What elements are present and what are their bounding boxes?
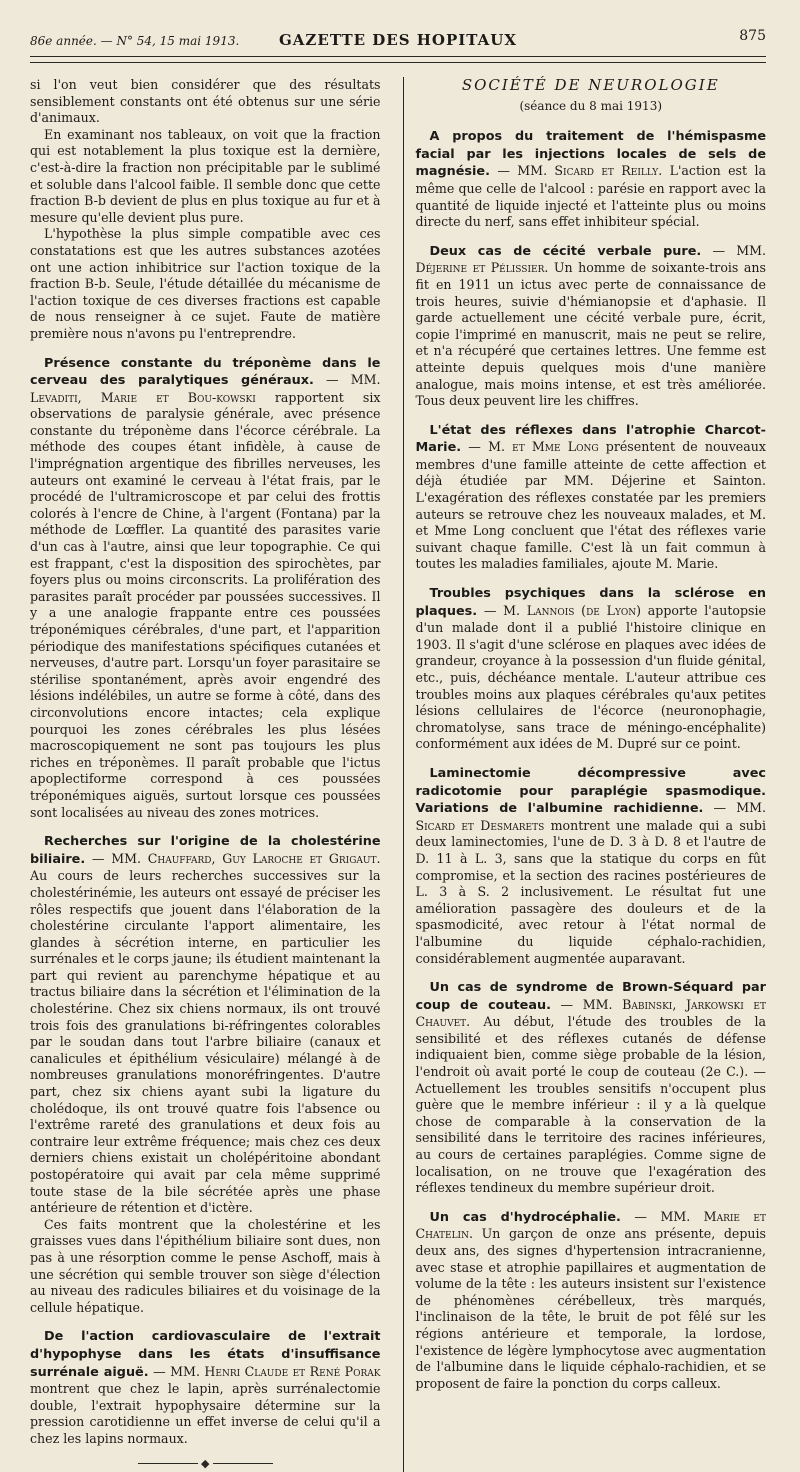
article-hypophyse: De l'action cardiovasculaire de l'extrait d'hypophyse dans les états d'insuffisance surrénale aiguë. — MM. Henri Claude et René Porak montrent que chez le lapin, après surrénalectomie double, l'extrait hypophysaire détermine sur la pression carotidienne un effet inverse de celui qu'il a chez les lapins normaux.	[30, 1328, 381, 1447]
right-column	[416, 77, 767, 1472]
paragraph: En examinant nos tableaux, on voit que la fraction qui est notablement la plus toxique est la dernière, c'est-à-dire la fraction non précipitable par le sublimé et soluble dans l'alcool faible. Il semble donc que cette fraction B-b devient de plus en plus toxique au fur et à mesure qu'elle devient plus pure.	[30, 127, 381, 227]
society-heading: SOCIÉTÉ DE NEUROLOGIE	[416, 77, 767, 94]
session-date: (séance du 8 mai 1913)	[416, 98, 767, 115]
article-cecite: Deux cas de cécité verbale pure. — MM. Déjerine et Pélissier. Un homme de soixante-trois ans fit en 1911 un ictus avec perte de connaissance de trois heures, suivie d'hémianopsie et d'aphasie. Il garde actuellement une cécité verbale pure, écrit, copie l'imprimé en manuscrit, mais ne peut se relire, et n'a récupéré que certaines lettres. Une femme est atteinte depuis quelques mois d'une manière analogue, mais moins intense, et est très améliorée. Tous deux peuvent lire les chiffres.	[416, 243, 767, 410]
article-title: Présence constante du tréponème dans le cerveau des paralytiques généraux.	[30, 356, 381, 389]
article-title: Deux cas de cécité verbale pure.	[430, 244, 702, 259]
two-column-body	[30, 77, 766, 1472]
article-text: montrent une malade qui a subi deux laminectomies, l'une de D. 3 à D. 8 et l'autre de D. 11 à L. 3, sans que la statique du corps en fût compromise, et la section des racines postérieures de L. 3 à S. 2 inclusivement. Le résultat fut une amélioration passagère des douleurs et de la spasmodicité, avec retour à l'état normal de l'albumine du liquide céphalo-rachidien, considérablement augmentée auparavant.	[416, 818, 767, 966]
issue-line: 86e année. — N° 54, 15 mai 1913.	[30, 34, 239, 48]
paragraph: Ces faits montrent que la cholestérine et les graisses vues dans l'épithélium biliaire sont dues, non pas à une résorption comme le pense Aschoff, mais à une sécrétion qui semble trouver son siège d'élection au niveau des radicules biliaires et du voisinage de la cellule hépatique.	[30, 1217, 381, 1317]
article-authors: M. Lannois (de Lyon)	[503, 603, 641, 618]
article-authors: MM. Sicard et Reilly.	[517, 163, 662, 178]
article-title: Recherches sur l'origine de la cholestérine biliaire.	[30, 834, 381, 867]
left-column	[30, 77, 391, 1472]
article-title: Troubles psychiques dans la sclérose en plaques.	[416, 586, 767, 619]
paragraph: L'hypothèse la plus simple compatible avec ces constatations est que les autres substances azotées ont une action inhibitrice sur l'action toxique de la fraction B-b. Seule, l'étude détaillée du mécanisme de l'action toxique de ces diverses fractions est capable de nous renseigner à ce sujet. Faute de matière première nous n'avons pu l'entreprendre.	[30, 226, 381, 342]
article-text: L'action est la même que celle de l'alcool : parésie en rapport avec la quantité de liquide injecté et l'atteinte plus ou moins directe du nerf, sans effet inhibiteur spécial.	[416, 163, 767, 229]
article-authors: MM. Babinski, Jarkowski et Chauvet.	[416, 997, 766, 1030]
column-divider	[403, 77, 404, 1472]
article-reflexes: L'état des réflexes dans l'atrophie Charcot-Marie. — M. et Mme Long présentent de nouveaux membres d'une famille atteinte de cette affection et déjà étudiée par MM. Déjerine et Sainton. L'exagération des réflexes constatée par les premiers auteurs se retrouve chez les nouveaux malades, et M. et Mme Long concluent que l'état des réflexes varie suivant chaque famille. C'est là un fait commun à toutes les maladies familiales, ajoute M. Marie.	[416, 422, 767, 573]
article-text: Un garçon de onze ans présente, depuis deux ans, des signes d'hypertension intracranienne, avec stase et atrophie papillaires et augmentation de volume de la tête : les auteurs insistent sur l'existence de phénomènes cérébelleux, très marqués, l'inclinaison de la tête, le bruit de pot fêlé sur les régions antérieure et temporale, la lordose, l'existence de légère lymphocytose avec augmentation de l'albumine dans le liquide céphalo-rachidien, et se proposent de faire la ponction du corps calleux.	[416, 1226, 767, 1390]
article-authors: MM. Henri Claude et René Porak	[170, 1364, 380, 1379]
article-sclerose: Troubles psychiques dans la sclérose en plaques. — M. Lannois (de Lyon) apporte l'autopsie d'un malade dont il a publié l'histoire clinique en 1903. Il s'agit d'une sclérose en plaques avec idées de grandeur, croyance à la possession d'un fluide génital, etc., puis, déchéance mentale. L'auteur attribue ces troubles moins aux plaques cérébrales qu'aux petites lésions cellulaires de l'écorce (neuronophagie, chromatolyse, sans trace de méningo-encéphalite) conformément aux idées de M. Dupré sur ce point.	[416, 585, 767, 753]
article-title: Un cas d'hydrocéphalie.	[430, 1210, 621, 1225]
article-text: présentent de nouveaux membres d'une famille atteinte de cette affection et déjà étudiée par MM. Déjerine et Sainton. L'exagération des réflexes constatée par les premiers auteurs se retrouve chez les nouveaux malades, et M. et Mme Long concluent que l'état des réflexes varie suivant chaque famille. C'est là un fait commun à toutes les maladies familiales, ajoute M. Marie.	[416, 439, 767, 571]
article-authors: MM. Sicard et Desmarets	[416, 800, 766, 833]
article-authors: M. et Mme Long	[488, 439, 599, 454]
article-cholesterine: Recherches sur l'origine de la cholestérine biliaire. — MM. Chauffard, Guy Laroche et Grigaut. Au cours de leurs recherches successives sur la cholestérinémie, les auteurs ont essayé de préciser les rôles respectifs que jouent dans l'élaboration de la cholestérine circulante l'apport alimentaire, les glandes à sécrétion interne, en particulier les surrénales et le corps jaune; ils étudient maintenant la part qui revient au parenchyme hépatique et au tractus biliaire dans la sécrétion et l'élimination de la cholestérine. Chez six chiens normaux, ils ont trouvé trois fois des granulations bi-réfringentes colorables par le soudan dans tout l'arbre biliaire (canaux et canalicules et épithélium vésiculaire) mélangé à de nombreuses granulations monoréfringentes. D'autre part, chez six chiens ayant subi la ligature du cholédoque, ils ont trouvé quatre fois l'absence ou l'extrême rareté des granulations et deux fois au contraire leur extrême fréquence; mais chez ces deux derniers chiens existait un cholépéritoine abondant postopératoire qui avait par cela même supprimé toute stase de la bile sécrétée après une phase antérieure de rétention et d'ictère. Ces faits montrent que la cholestérine et les graisses vues dans l'épithélium biliaire sont dues, non pas à une résorption comme le pense Aschoff, mais à une sécrétion qui semble trouver son siège d'élection au niveau des radicules biliaires et du voisinage de la cellule hépatique.	[30, 833, 381, 1316]
article-brown-sequard: Un cas de syndrome de Brown-Séquard par coup de couteau. — MM. Babinski, Jarkowski et Chauvet. Au début, l'étude des troubles de la sensibilité et des réflexes cutanés de défense indiquaient bien, comme siège probable de la lésion, l'endroit où avait porté le coup de couteau (2e C.). — Actuellement les troubles sensitifs n'occupent plus guère que le membre inférieur : il y a là quelque chose de comparable à la conservation de la sensibilité dans le territoire des racines inférieures, au cours de certaines paraplégies. Comme signe de localisation, on ne trouve que l'exagération des réflexes tendineux du membre supérieur droit.	[416, 979, 767, 1197]
article-title: A propos du traitement de l'hémispasme facial par les injections locales de sels de magnésie.	[416, 129, 767, 179]
article-hemispasme: A propos du traitement de l'hémispasme facial par les injections locales de sels de magnésie. — MM. Sicard et Reilly. L'action est la même que celle de l'alcool : parésie en rapport avec la quantité de liquide injecté et l'atteinte plus ou moins directe du nerf, sans effet inhibiteur spécial.	[416, 128, 767, 231]
page-number: 875	[739, 28, 766, 44]
article-authors: MM. Chauffard, Guy Laroche et Grigaut.	[111, 851, 380, 866]
article-text: Un homme de soixante-trois ans fit en 1911 un ictus avec perte de connaissance de trois heures, suivie d'hémianopsie et d'aphasie. Il garde actuellement une cécité verbale pure, écrit, copie l'imprimé en manuscrit, mais ne peut se relire, et n'a récupéré que certaines lettres. Une femme est atteinte depuis quelques mois d'une manière analogue, mais moins intense, et est très améliorée. Tous deux peuvent lire les chiffres.	[416, 260, 767, 408]
article-treponeme: Présence constante du tréponème dans le cerveau des paralytiques généraux. — MM. Levaditi, Marie et Bou-kowski rapportent six observations de paralysie générale, avec présence constante du tréponème dans l'écorce cérébrale. La méthode des coupes étant infidèle, à cause de l'imprégnation argentique des fibrilles nerveuses, les auteurs ont examiné le cerveau à l'état frais, par le procédé de l'ultramicroscope et par celui des frottis colorés à l'encre de Chine, à l'argent (Fontana) par la méthode de Lœffler. La quantité des parasites varie d'un cas à l'autre, ainsi que leur topographie. Ce qui est frappant, c'est la disposition des spirochètes, par foyers plus ou moins circonscrits. La prolifération des parasites paraît procéder par poussées successives. Il y a une analogie frappante entre ces poussées tréponémiques cérébrales, d'une part, et l'apparition périodique des manifestations spécifiques cutanées et nerveuses, d'autre part. Lorsqu'un foyer parasitaire se stérilise spontanément, après avoir engendré des lésions indélébiles, un autre se forme à côté, dans des circonvolutions encore intactes; cela explique pourquoi les zones cérébrales les plus lésées macroscopiquement ne sont pas toujours les plus riches en tréponèmes. Il paraît probable que l'ictus apoplectiforme correspond à ces poussées tréponémiques aiguës, surtout lorsque ces poussées sont localisées au niveau des zones motrices.	[30, 355, 381, 822]
article-authors: MM. Déjerine et Pélissier.	[416, 243, 767, 276]
article-hydrocephalie: Un cas d'hydrocéphalie. — MM. Marie et Chatelin. Un garçon de onze ans présente, depuis deux ans, des signes d'hypertension intracranienne, avec stase et atrophie papillaires et augmentation de volume de la tête : les auteurs insistent sur l'existence de phénomènes cérébelleux, très marqués, l'inclinaison de la tête, le bruit de pot fêlé sur les régions antérieure et temporale, la lordose, l'existence de légère lymphocytose avec augmentation de l'albumine dans le liquide céphalo-rachidien, et se proposent de faire la ponction du corps calleux.	[416, 1209, 767, 1393]
running-header	[30, 22, 766, 57]
article-title: Laminectomie décompressive avec radicotomie pour paraplégie spasmodique. Variations de l'albumine rachidienne.	[416, 766, 767, 816]
article-text: Au début, l'étude des troubles de la sensibilité et des réflexes cutanés de défense indiquaient bien, comme siège probable de la lésion, l'endroit où avait porté le coup de couteau (2e C.). — Actuellement les troubles sensitifs n'occupent plus guère que le membre inférieur : il y a là quelque chose de comparable à la conservation de la sensibilité dans le territoire des racines inférieures, au cours de certaines paraplégies. Comme signe de localisation, on ne trouve que l'exagération des réflexes tendineux du membre supérieur droit.	[416, 1014, 767, 1195]
article-text: rapportent six observations de paralysie générale, avec présence constante du tréponème dans l'écorce cérébrale. La méthode des coupes étant infidèle, à cause de l'imprégnation argentique des fibrilles nerveuses, les auteurs ont examiné le cerveau à l'état frais, par le procédé de l'ultramicroscope et par celui des frottis colorés à l'encre de Chine, à l'argent (Fontana) par la méthode de Lœffler. La quantité des parasites varie d'un cas à l'autre, ainsi que leur topographie. Ce qui est frappant, c'est la disposition des spirochètes, par foyers plus ou moins circonscrits. La prolifération des parasites paraît procéder par poussées successives. Il y a une analogie frappante entre ces poussées tréponémiques cérébrales, d'une part, et l'apparition périodique des manifestations spécifiques cutanées et nerveuses, d'autre part. Lorsqu'un foyer parasitaire se stérilise spontanément, après avoir engendré des lésions indélébiles, un autre se forme à côté, dans des circonvolutions encore intactes; cela explique pourquoi les zones cérébrales les plus lésées macroscopiquement ne sont pas toujours les plus riches en tréponèmes. Il paraît probable que l'ictus apoplectiforme correspond à ces poussées tréponémiques aiguës, surtout lorsque ces poussées sont localisées au niveau des zones motrices.	[30, 390, 381, 820]
article-authors: MM. Marie et Chatelin.	[416, 1209, 767, 1242]
article-laminectomie: Laminectomie décompressive avec radicotomie pour paraplégie spasmodique. Variations de l'albumine rachidienne. — MM. Sicard et Desmarets montrent une malade qui a subi deux laminectomies, l'une de D. 3 à D. 8 et l'autre de D. 11 à L. 3, sans que la statique du corps en fût compromise, et la section des racines postérieures de L. 3 à S. 2 inclusivement. Le résultat fut une amélioration passagère des douleurs et de la spasmodicité, avec retour à l'état normal de l'albumine du liquide céphalo-rachidien, considérablement augmentée auparavant.	[416, 765, 767, 967]
article-title: Un cas de syndrome de Brown-Séquard par coup de couteau.	[416, 980, 767, 1013]
article-text: apporte l'autopsie d'un malade dont il a publié l'histoire clinique en 1903. Il s'agit d'une sclérose en plaques avec idées de grandeur, croyance à la possession d'un fluide génital, etc., puis, déchéance mentale. L'auteur attribue ces troubles moins aux plaques cérébrales qu'aux petites lésions cellulaires de l'écorce (neuronophagie, chromatolyse, sans trace de méningo-encéphalite) conformément aux idées de M. Dupré sur ce point.	[416, 603, 767, 752]
end-ornament: ◆	[30, 1456, 381, 1472]
article-text: montrent que chez le lapin, après surrénalectomie double, l'extrait hypophysaire détermine sur la pression carotidienne un effet inverse de celui qu'il a chez les lapins normaux.	[30, 1381, 381, 1446]
article-text: Au cours de leurs recherches successives sur la cholestérinémie, les auteurs ont essayé de préciser les rôles respectifs que jouent dans l'élaboration de la cholestérine circulante l'apport alimentaire, les glandes à sécrétion interne, en particulier les surrénales et le corps jaune; ils étudient maintenant la part qui revient au parenchyme hépatique et au tractus biliaire dans la sécrétion et l'élimination de la cholestérine. Chez six chiens normaux, ils ont trouvé trois fois des granulations bi-réfringentes colorables par le soudan dans tout l'arbre biliaire (canaux et canalicules et épithélium vésiculaire) mélangé à de nombreuses granulations monoréfringentes. D'autre part, chez six chiens ayant subi la ligature du cholédoque, ils ont trouvé quatre fois l'absence ou l'extrême rareté des granulations et deux fois au contraire leur extrême fréquence; mais chez ces deux derniers chiens existait un cholépéritoine abondant postopératoire qui avait par cela même supprimé toute stase de la bile sécrétée après une phase antérieure de rétention et d'ictère.	[30, 868, 381, 1215]
journal-title: GAZETTE DES HOPITAUX	[30, 31, 766, 49]
article-title: L'état des réflexes dans l'atrophie Charcot-Marie.	[416, 423, 767, 456]
paragraph: si l'on veut bien considérer que des résultats sensiblement constants ont été obtenus sur une série d'animaux.	[30, 77, 381, 127]
header-rule	[30, 60, 766, 63]
article-authors: MM. Levaditi, Marie et Bou-kowski	[30, 372, 381, 405]
article-title: De l'action cardiovasculaire de l'extrait d'hypophyse dans les états d'insuffisance surrénale aiguë.	[30, 1329, 381, 1379]
